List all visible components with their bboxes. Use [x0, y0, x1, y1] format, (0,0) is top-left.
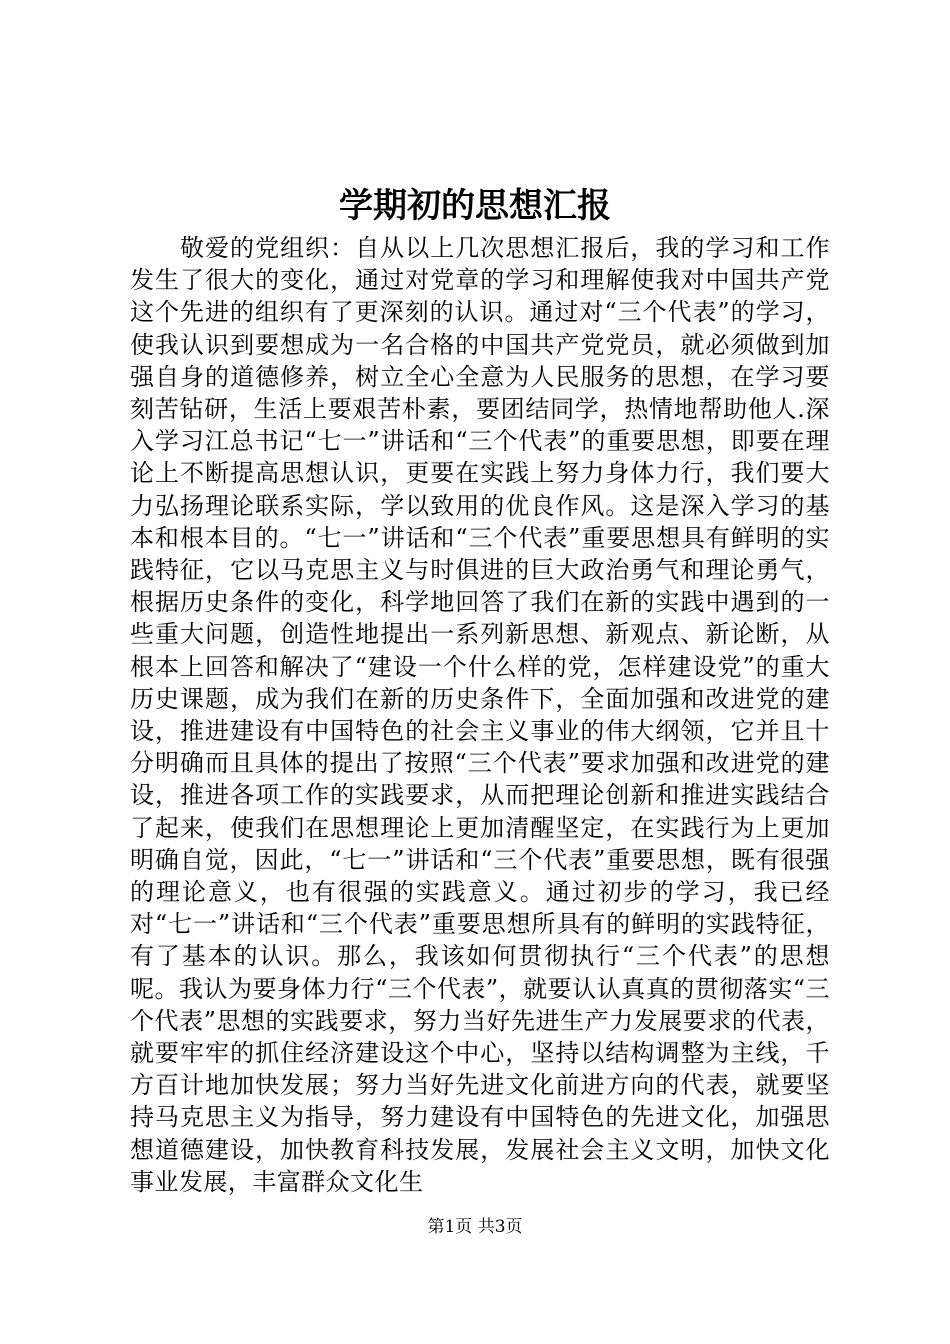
document-body: 敬爱的党组织：自从以上几次思想汇报后，我的学习和工作发生了很大的变化，通过对党章的学习和理解使我对中国共产党这个先进的组织有了更深刻的认识。通过对“三个代表”的学习，使我认识到要想成为一名合格的中国共产党党员，就必须做到加强自身的道德修养，树立全心全意为人民服务的思想，在学习要刻苦钻研，生活上要艰苦朴素，要团结同学，热情地帮助他人.深入学习江总书记“七一”讲话和“三个代表”的重要思想，即要在理论上不断提高思想认识，更要在实践上努力身体力行，我们要大力弘扬理论联系实际，学以致用的优良作风。这是深入学习的基本和根本目的。“七一”讲话和“三个代表”重要思想具有鲜明的实践特征，它以马克思主义与时俱进的巨大政治勇气和理论勇气，根据历史条件的变化，科学地回答了我们在新的实践中遇到的一些重大问题，创造性地提出一系列新思想、新观点、新论断，从根本上回答和解决了“建设一个什么样的党，怎样建设党”的重大历史课题，成为我们在新的历史条件下，全面加强和改进党的建设，推进建设有中国特色的社会主义事业的伟大纲领，它并且十分明确而且具体的提出了按照“三个代表”要求加强和改进党的建设，推进各项工作的实践要求，从而把理论创新和推进实践结合了起来，使我们在思想理论上更加清醒坚定，在实践行为上更加明确自觉，因此，“七一”讲话和“三个代表”重要思想，既有很强的理论意义，也有很强的实践意义。通过初步的学习，我已经对“七一”讲话和“三个代表”重要思想所具有的鲜明的实践特征，有了基本的认识。那么，我该如何贯彻执行“三个代表”的思想呢。我认为要身体力行“三个代表”，就要认认真真的贯彻落实“三个代表”思想的实践要求，努力当好先进生产力发展要求的代表，就要牢牢的抓住经济建设这个中心，坚持以结构调整为主线，千方百计地加快发展；努力当好先进文化前进方向的代表，就要坚持马克思主义为指导，努力建设有中国特色的先进文化，加强思想道德建设，加快教育科技发展，发展社会主义文明，加快文化事业发展，丰富群众文化生: [130, 234, 830, 1196]
document-title: 学期初的思想汇报: [339, 186, 611, 226]
page-footer: 第1页 共3页: [427, 1217, 523, 1237]
